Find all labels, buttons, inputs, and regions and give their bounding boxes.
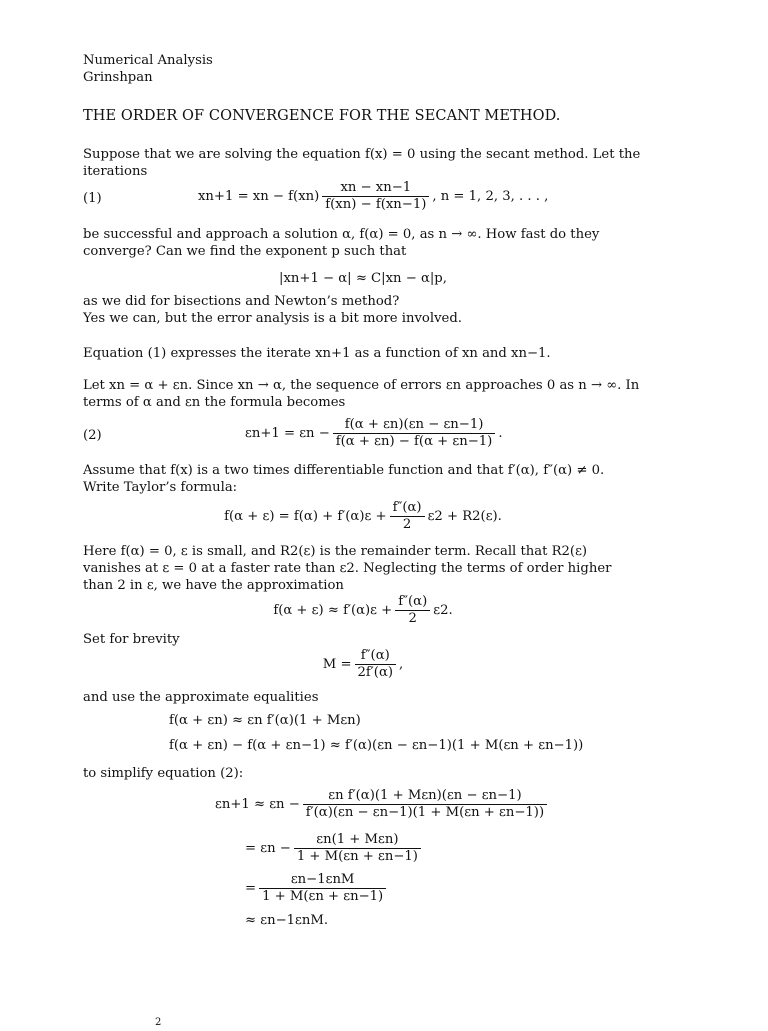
chain-3-numerator: εn−1εnM <box>259 872 386 889</box>
paragraph-8: Set for brevity <box>83 632 180 647</box>
approx-numerator: f″(α) <box>395 594 430 611</box>
approx-tail: ε2. <box>433 603 453 618</box>
equation-2-denominator: f(α + εn) − f(α + εn−1) <box>335 434 493 449</box>
chain-1-numerator: εn f′(α)(1 + Mεn)(εn − εn−1) <box>303 788 547 805</box>
paragraph-9: and use the approximate equalities <box>83 690 319 705</box>
paragraph-5: Let xn = α + εn. Since xn → α, the sequence of errors εn approaches 0 as n → ∞. In terms of α and εn the formula becomes <box>83 378 640 410</box>
approx-equality-2: f(α + εn) − f(α + εn−1) ≈ f′(α)(εn − εn−1)(1 + M(εn + εn−1)) <box>169 738 584 753</box>
equation-2 <box>83 417 643 457</box>
chain-2-denominator: 1 + M(εn + εn−1) <box>296 849 418 864</box>
author-name: Grinshpan <box>83 70 153 85</box>
paragraph-7: Here f(α) = 0, ε is small, and R2(ε) is the remainder term. Recall that R2(ε) vanishes at ε = 0 at a faster rate than ε2. Neglecting the terms of order higher than 2 in ε, we have the approximation <box>83 544 612 593</box>
chain-line-4: ≈ εn−1εnM. <box>245 913 329 928</box>
approx-equation <box>83 594 643 634</box>
equation-1 <box>83 180 643 220</box>
chain-line-1 <box>83 788 643 828</box>
chain-3-lhs: = <box>245 881 257 896</box>
equation-2-lhs: εn+1 = εn − <box>245 426 330 441</box>
paragraph-2: be successful and approach a solution α, f(α) = 0, as n → ∞. How fast do they converge? Can we find the exponent p such that <box>83 227 600 259</box>
m-definition <box>83 648 643 688</box>
taylor-lhs: f(α + ε) = f(α) + f′(α)ε + <box>224 509 387 524</box>
page-title: THE ORDER OF CONVERGENCE FOR THE SECANT METHOD. <box>83 108 561 124</box>
header <box>83 52 643 86</box>
equation-label-2: (2) <box>83 428 102 443</box>
approx-lhs: f(α + ε) ≈ f′(α)ε + <box>273 603 393 618</box>
chain-line-2 <box>83 832 643 872</box>
taylor-denominator: 2 <box>402 517 412 532</box>
paragraph-1: Suppose that we are solving the equation f(x) = 0 using the secant method. Let the iterations <box>83 147 641 179</box>
m-lhs: M = <box>322 657 352 672</box>
paragraph-4: Equation (1) expresses the iterate xn+1 as a function of xn and xn−1. <box>83 346 551 361</box>
chain-1-lhs: εn+1 ≈ εn − <box>215 797 300 812</box>
chain-2-lhs: = εn − <box>245 841 291 856</box>
page-number: 2 <box>155 1017 162 1028</box>
taylor-equation <box>83 500 643 540</box>
m-denominator: 2f′(α) <box>357 665 393 680</box>
chain-line-3 <box>83 872 643 912</box>
paragraph-3-line-1: as we did for bisections and Newton’s method? <box>83 294 400 309</box>
m-tail: , <box>399 657 404 672</box>
order-equation: |xn+1 − α| ≈ C|xn − α|p, <box>279 271 447 286</box>
document-page <box>83 0 643 1024</box>
chain-3-denominator: 1 + M(εn + εn−1) <box>262 889 384 904</box>
equation-1-lhs: xn+1 = xn − f(xn) <box>198 189 320 204</box>
m-numerator: f″(α) <box>355 648 396 665</box>
taylor-tail: ε2 + R2(ε). <box>427 509 502 524</box>
equation-2-numerator: f(α + εn)(εn − εn−1) <box>333 417 496 434</box>
paragraph-10: to simplify equation (2): <box>83 766 244 781</box>
taylor-numerator: f″(α) <box>390 500 425 517</box>
paragraph-3 <box>83 293 643 327</box>
equation-2-tail: . <box>498 426 503 441</box>
equation-1-tail: , n = 1, 2, 3, . . . , <box>432 189 549 204</box>
course-name: Numerical Analysis <box>83 53 213 68</box>
chain-1-denominator: f′(α)(εn − εn−1)(1 + M(εn + εn−1)) <box>305 805 545 820</box>
approx-equality-1: f(α + εn) ≈ εn f′(α)(1 + Mεn) <box>169 713 361 728</box>
paragraph-6: Assume that f(x) is a two times differentiable function and that f′(α), f″(α) ≠ 0. Write Taylor’s formula: <box>83 463 605 495</box>
equation-1-numerator: xn − xn−1 <box>322 180 429 197</box>
chain-2-numerator: εn(1 + Mεn) <box>294 832 421 849</box>
equation-1-denominator: f(xn) − f(xn−1) <box>325 197 427 212</box>
paragraph-3-line-2: Yes we can, but the error analysis is a bit more involved. <box>83 311 462 326</box>
equation-label-1: (1) <box>83 191 102 206</box>
approx-denominator: 2 <box>408 611 417 626</box>
